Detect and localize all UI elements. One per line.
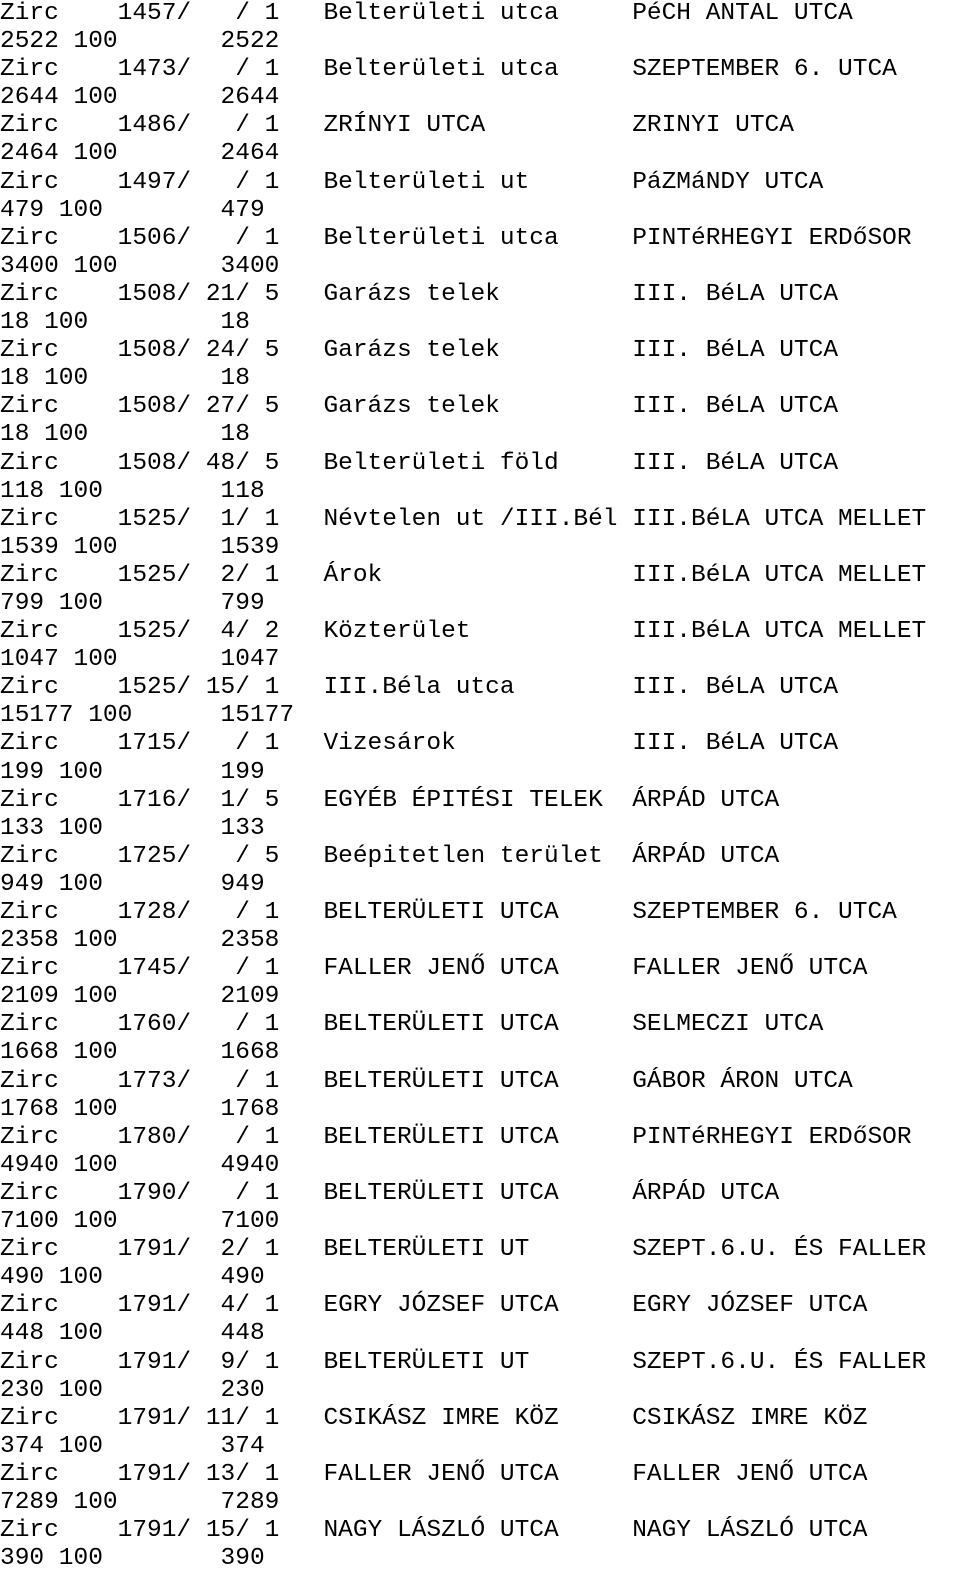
area-line: 1047 100 1047 — [0, 646, 280, 674]
record-line: Zirc 1508/ 24/ 5 Garázs telek III. BéLA UTCA — [0, 337, 839, 365]
area-line: 7100 100 7100 — [0, 1208, 280, 1236]
record-line: Zirc 1525/ 4/ 2 Közterület III.BéLA UTCA MELLET — [0, 618, 927, 646]
area-line: 949 100 949 — [0, 870, 265, 898]
record-line: Zirc 1508/ 48/ 5 Belterületi föld III. BéLA UTCA — [0, 449, 839, 477]
record-line: Zirc 1715/ / 1 Vizesárok III. BéLA UTCA — [0, 730, 839, 758]
record-line: Zirc 1791/ 2/ 1 BELTERÜLETI UT SZEPT.6.U. ÉS FALLER — [0, 1236, 927, 1264]
record-line: Zirc 1725/ / 5 Beépitetlen terület ÁRPÁD UTCA — [0, 842, 780, 870]
area-line: 374 100 374 — [0, 1432, 265, 1460]
area-line: 7289 100 7289 — [0, 1488, 280, 1516]
record-line: Zirc 1780/ / 1 BELTERÜLETI UTCA PINTéRHEGYI ERDőSOR — [0, 1123, 912, 1151]
record-line: Zirc 1760/ / 1 BELTERÜLETI UTCA SELMECZI UTCA — [0, 1011, 824, 1039]
area-line: 230 100 230 — [0, 1376, 265, 1404]
area-line: 390 100 390 — [0, 1545, 265, 1573]
record-line: Zirc 1486/ / 1 ZRÍNYI UTCA ZRINYI UTCA — [0, 112, 794, 140]
area-line: 2522 100 2522 — [0, 28, 280, 56]
area-line: 4940 100 4940 — [0, 1151, 280, 1179]
record-line: Zirc 1791/ 15/ 1 NAGY LÁSZLÓ UTCA NAGY LÁSZLÓ UTCA — [0, 1517, 868, 1545]
area-line: 1539 100 1539 — [0, 533, 280, 561]
record-line: Zirc 1497/ / 1 Belterületi ut PáZMáNDY UTCA — [0, 168, 824, 196]
area-line: 490 100 490 — [0, 1264, 265, 1292]
area-line: 1668 100 1668 — [0, 1039, 280, 1067]
area-line: 18 100 18 — [0, 365, 250, 393]
record-line: Zirc 1508/ 21/ 5 Garázs telek III. BéLA UTCA — [0, 280, 839, 308]
area-line: 199 100 199 — [0, 758, 265, 786]
record-line: Zirc 1745/ / 1 FALLER JENŐ UTCA FALLER JENŐ UTCA — [0, 955, 868, 983]
area-line: 15177 100 15177 — [0, 702, 295, 730]
record-line: Zirc 1525/ 2/ 1 Árok III.BéLA UTCA MELLET — [0, 561, 927, 589]
area-line: 18 100 18 — [0, 421, 250, 449]
area-line: 1768 100 1768 — [0, 1095, 280, 1123]
area-line: 2644 100 2644 — [0, 84, 280, 112]
area-line: 448 100 448 — [0, 1320, 265, 1348]
record-line: Zirc 1773/ / 1 BELTERÜLETI UTCA GÁBOR ÁRON UTCA — [0, 1067, 853, 1095]
area-line: 118 100 118 — [0, 477, 265, 505]
record-line: Zirc 1716/ 1/ 5 EGYÉB ÉPITÉSI TELEK ÁRPÁD UTCA — [0, 786, 780, 814]
record-line: Zirc 1457/ / 1 Belterületi utca PéCH ANTAL UTCA — [0, 0, 853, 27]
record-line: Zirc 1791/ 4/ 1 EGRY JÓZSEF UTCA EGRY JÓZSEF UTCA — [0, 1292, 868, 1320]
record-line: Zirc 1473/ / 1 Belterületi utca SZEPTEMBER 6. UTCA — [0, 56, 897, 84]
record-line: Zirc 1506/ / 1 Belterületi utca PINTéRHEGYI ERDőSOR — [0, 224, 912, 252]
record-line: Zirc 1525/ 15/ 1 III.Béla utca III. BéLA UTCA — [0, 674, 839, 702]
area-line: 3400 100 3400 — [0, 252, 280, 280]
area-line: 133 100 133 — [0, 814, 265, 842]
record-line: Zirc 1508/ 27/ 5 Garázs telek III. BéLA UTCA — [0, 393, 839, 421]
record-line: Zirc 1728/ / 1 BELTERÜLETI UTCA SZEPTEMBER 6. UTCA — [0, 899, 897, 926]
area-line: 799 100 799 — [0, 589, 265, 617]
area-line: 2464 100 2464 — [0, 140, 280, 168]
record-line: Zirc 1790/ / 1 BELTERÜLETI UTCA ÁRPÁD UTCA — [0, 1179, 780, 1207]
record-line: Zirc 1791/ 9/ 1 BELTERÜLETI UT SZEPT.6.U. ÉS FALLER — [0, 1348, 927, 1376]
area-line: 2358 100 2358 — [0, 927, 280, 955]
area-line: 479 100 479 — [0, 196, 265, 224]
record-line: Zirc 1791/ 13/ 1 FALLER JENŐ UTCA FALLER JENŐ UTCA — [0, 1460, 868, 1488]
area-line: 2109 100 2109 — [0, 983, 280, 1011]
record-line: Zirc 1791/ 11/ 1 CSIKÁSZ IMRE KÖZ CSIKÁSZ IMRE KÖZ — [0, 1404, 868, 1432]
area-line: 18 100 18 — [0, 309, 250, 337]
record-line: Zirc 1525/ 1/ 1 Névtelen ut /III.Bél III.BéLA UTCA MELLET — [0, 505, 927, 533]
